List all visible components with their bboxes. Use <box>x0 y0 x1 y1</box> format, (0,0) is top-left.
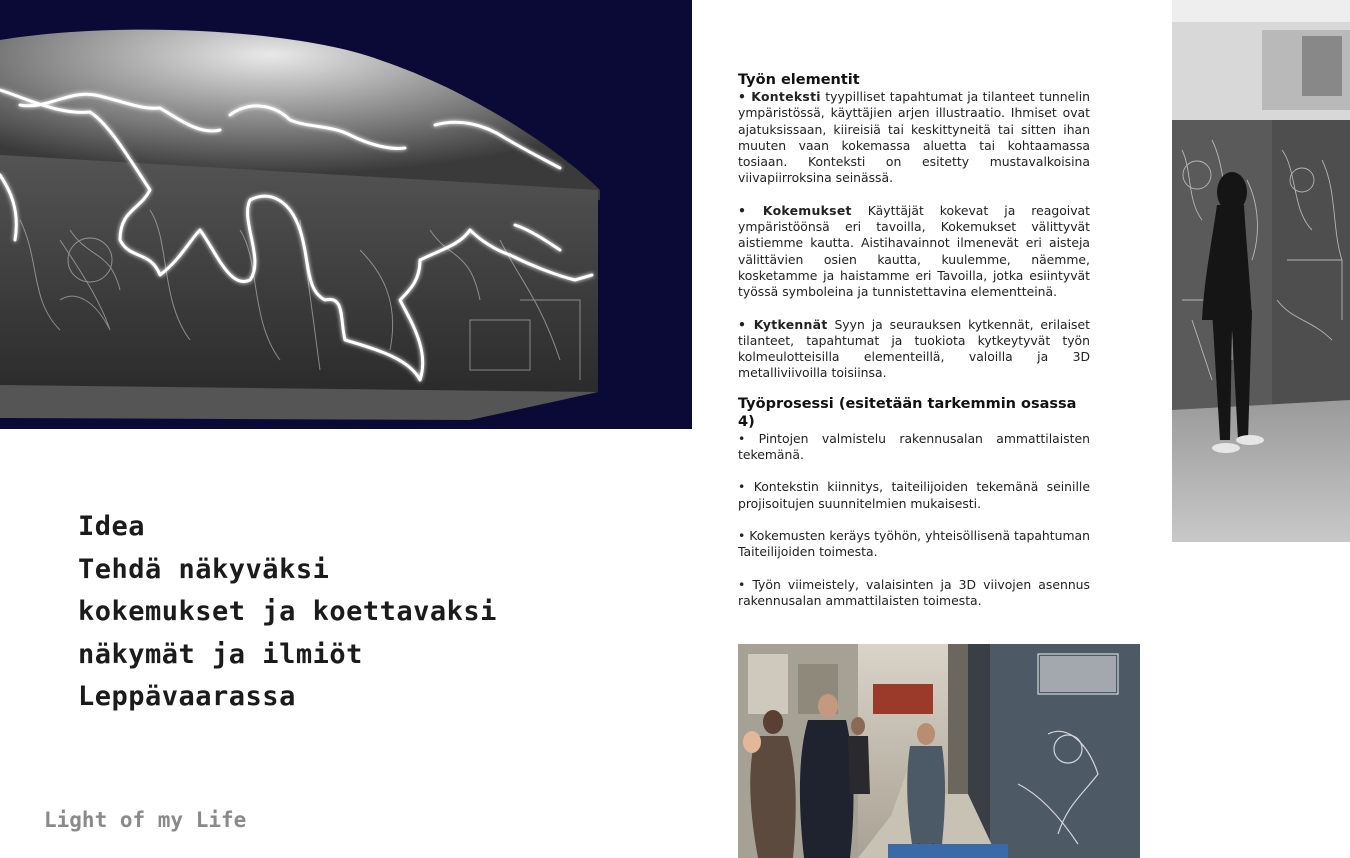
text-kytkennat: Syyn ja seurauksen kytkennät, erilaiset tilanteet, tapahtumat ja tuokiota kytkeytyvät työn kolmeulotteisilla elementeillä, valoilla ja 3D metalliviivoilla toisiinsa. <box>738 316 1090 381</box>
idea-line: näkymät ja ilmiöt <box>78 638 363 670</box>
tunnel-render-image <box>0 0 692 429</box>
idea-line: Tehdä näkyväksi <box>78 553 330 585</box>
street-photo <box>738 644 1140 858</box>
paragraph-kokemukset <box>738 203 1090 301</box>
footer-title: Light of my Life <box>44 808 247 832</box>
idea-line: kokemukset ja koettavaksi <box>78 596 497 627</box>
process-item: • Pintojen valmistelu rakennusalan ammattilaisten tekemänä. <box>738 430 1090 463</box>
gallery-photo <box>1172 0 1350 542</box>
idea-line: Leppävaarassa <box>78 681 296 712</box>
paragraph-kytkennat <box>738 317 1090 382</box>
label-kytkennat: • Kytkennät <box>738 316 828 332</box>
text-column <box>738 71 1090 609</box>
paragraph-konteksti <box>738 89 1090 187</box>
process-item: • Työn viimeistely, valaisinten ja 3D viivojen asennus rakennusalan ammattilaisten toimesta. <box>738 576 1090 608</box>
section-heading-process: Työprosessi (esitetään tarkemmin osassa 4) <box>738 395 1077 430</box>
section-heading-elements: Työn elementit <box>738 72 860 88</box>
label-konteksti: • Konteksti <box>738 89 821 104</box>
idea-line: Idea <box>78 511 146 542</box>
idea-statement <box>78 506 497 719</box>
process-item: • Kokemusten keräys työhön, yhteisöllisenä tapahtuman Taiteilijoiden toimesta. <box>738 527 1090 560</box>
process-item: • Kontekstin kiinnitys, taiteilijoiden tekemänä seinille projisoitujen suunnitelmien mukaisesti. <box>738 479 1090 511</box>
text-kokemukset: Käyttäjät kokevat ja reagoivat ympäristöönsä eri tavoilla, Kokemukset välittyvät aistiemme kautta. Aistihavainnot ilmenevät eri aisteja välittävien osien kautta, kuulemme, näemme, kosketamme ja haistamme eri Tavoilla, jotka esiintyvät työssä symboleina ja tunnistettavina elementteinä. <box>738 202 1090 300</box>
text-konteksti: tyypilliset tapahtumat ja tilanteet tunnelin ympäristössä, käyttäjien arjen illustraatio. Ihmiset ovat ajatuksissaan, kiireisiä tai keskittyneitä tai sitten ihan muuten vaan kokemassa aluetta tai kohtaamassa tosiaan. Konteksti on esitetty mustavalkoisina viivapiirroksina seinässä. <box>738 89 1090 186</box>
label-kokemukset: • Kokemukset <box>738 202 852 218</box>
